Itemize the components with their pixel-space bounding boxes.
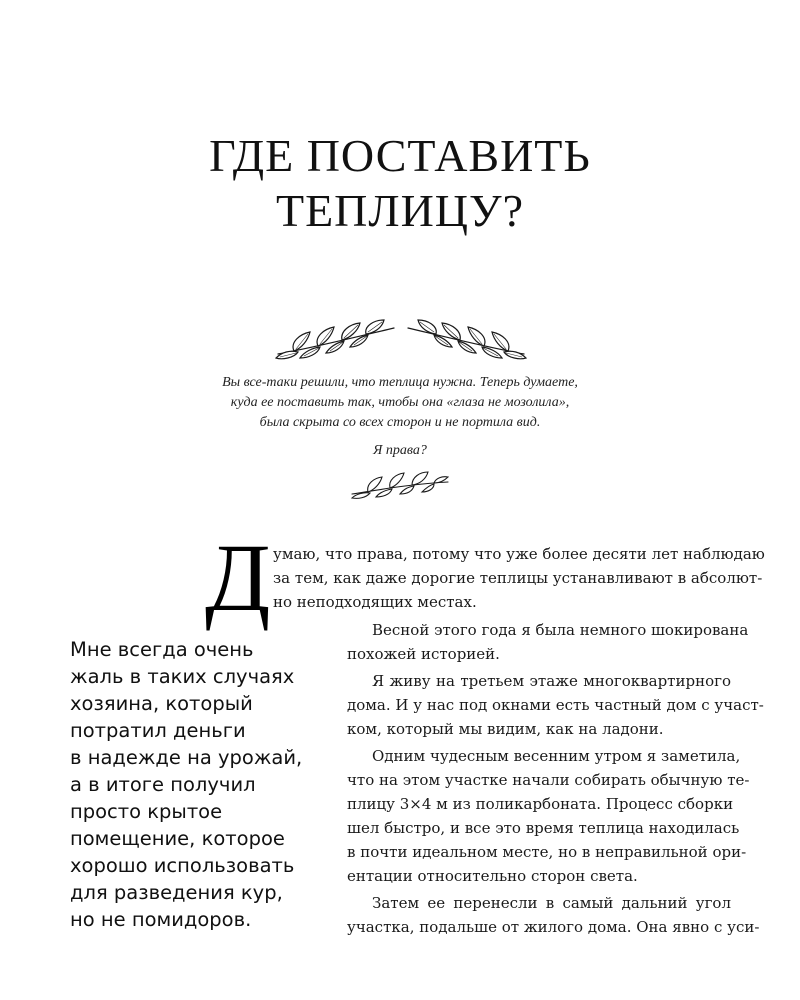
body-line: ентации относительно сторон света. <box>347 867 638 885</box>
body-line: что на этом участке начали собирать обычную те- <box>347 771 750 789</box>
epigraph-question: Я права? <box>373 443 427 458</box>
pull-quote-line: просто крытое <box>70 800 223 823</box>
body-line: за тем, как даже дорогие теплицы устанавливают в абсолют- <box>273 569 763 587</box>
body-line: Весной этого года я была немного шокирована <box>372 621 749 639</box>
pull-quote-line: но не помидоров. <box>70 908 252 931</box>
epigraph-line-3: была скрыта со всех сторон и не портила вид. <box>259 415 541 430</box>
pull-quote-line: жаль в таких случаях <box>70 665 295 688</box>
body-line: умаю, что права, потому что уже более десяти лет наблюдаю <box>273 545 765 563</box>
body-line: Затем ее перенесли в самый дальний угол <box>372 894 731 912</box>
leaf-branch-icon <box>348 468 452 500</box>
body-line: плицу 3×4 м из поликарбоната. Процесс сборки <box>347 795 734 813</box>
pull-quote-line: потратил деньги <box>70 719 246 742</box>
body-line: участка, подальше от жилого дома. Она явно с уси- <box>347 918 760 936</box>
chapter-title-line-1: ГДЕ ПОСТАВИТЬ <box>209 130 591 181</box>
leaf-branch-pair-icon <box>272 318 530 362</box>
pull-quote <box>70 636 330 933</box>
drop-cap: Д <box>205 524 271 631</box>
pull-quote-line: в надежде на урожай, <box>70 746 303 769</box>
epigraph-line-2: куда ее поставить так, чтобы она «глаза не мозолила», <box>230 395 570 410</box>
pull-quote-line: для разведения кур, <box>70 881 283 904</box>
body-line: в почти идеальном месте, но в неправильной ори- <box>347 843 747 861</box>
body-line: но неподходящих местах. <box>273 593 477 611</box>
body-line: Одним чудесным весенним утром я заметила, <box>372 747 741 765</box>
pull-quote-line: а в итоге получил <box>70 773 256 796</box>
pull-quote-line: хозяина, который <box>70 692 253 715</box>
body-line: дома. И у нас под окнами есть частный дом с участ- <box>347 696 764 714</box>
body-line: ком, который мы видим, как на ладони. <box>347 720 664 738</box>
body-line: похожей историей. <box>347 645 500 663</box>
body-line: Я живу на третьем этаже многоквартирного <box>372 672 731 690</box>
body-line: шел быстро, и все это время теплица находилась <box>347 819 740 837</box>
epigraph-line-1: Вы все-таки решили, что теплица нужна. Теперь думаете, <box>222 375 578 390</box>
pull-quote-line: хорошо использовать <box>70 854 295 877</box>
pull-quote-line: Мне всегда очень <box>70 638 254 661</box>
pull-quote-line: помещение, которое <box>70 827 285 850</box>
chapter-title-line-2: ТЕПЛИЦУ? <box>275 185 525 236</box>
